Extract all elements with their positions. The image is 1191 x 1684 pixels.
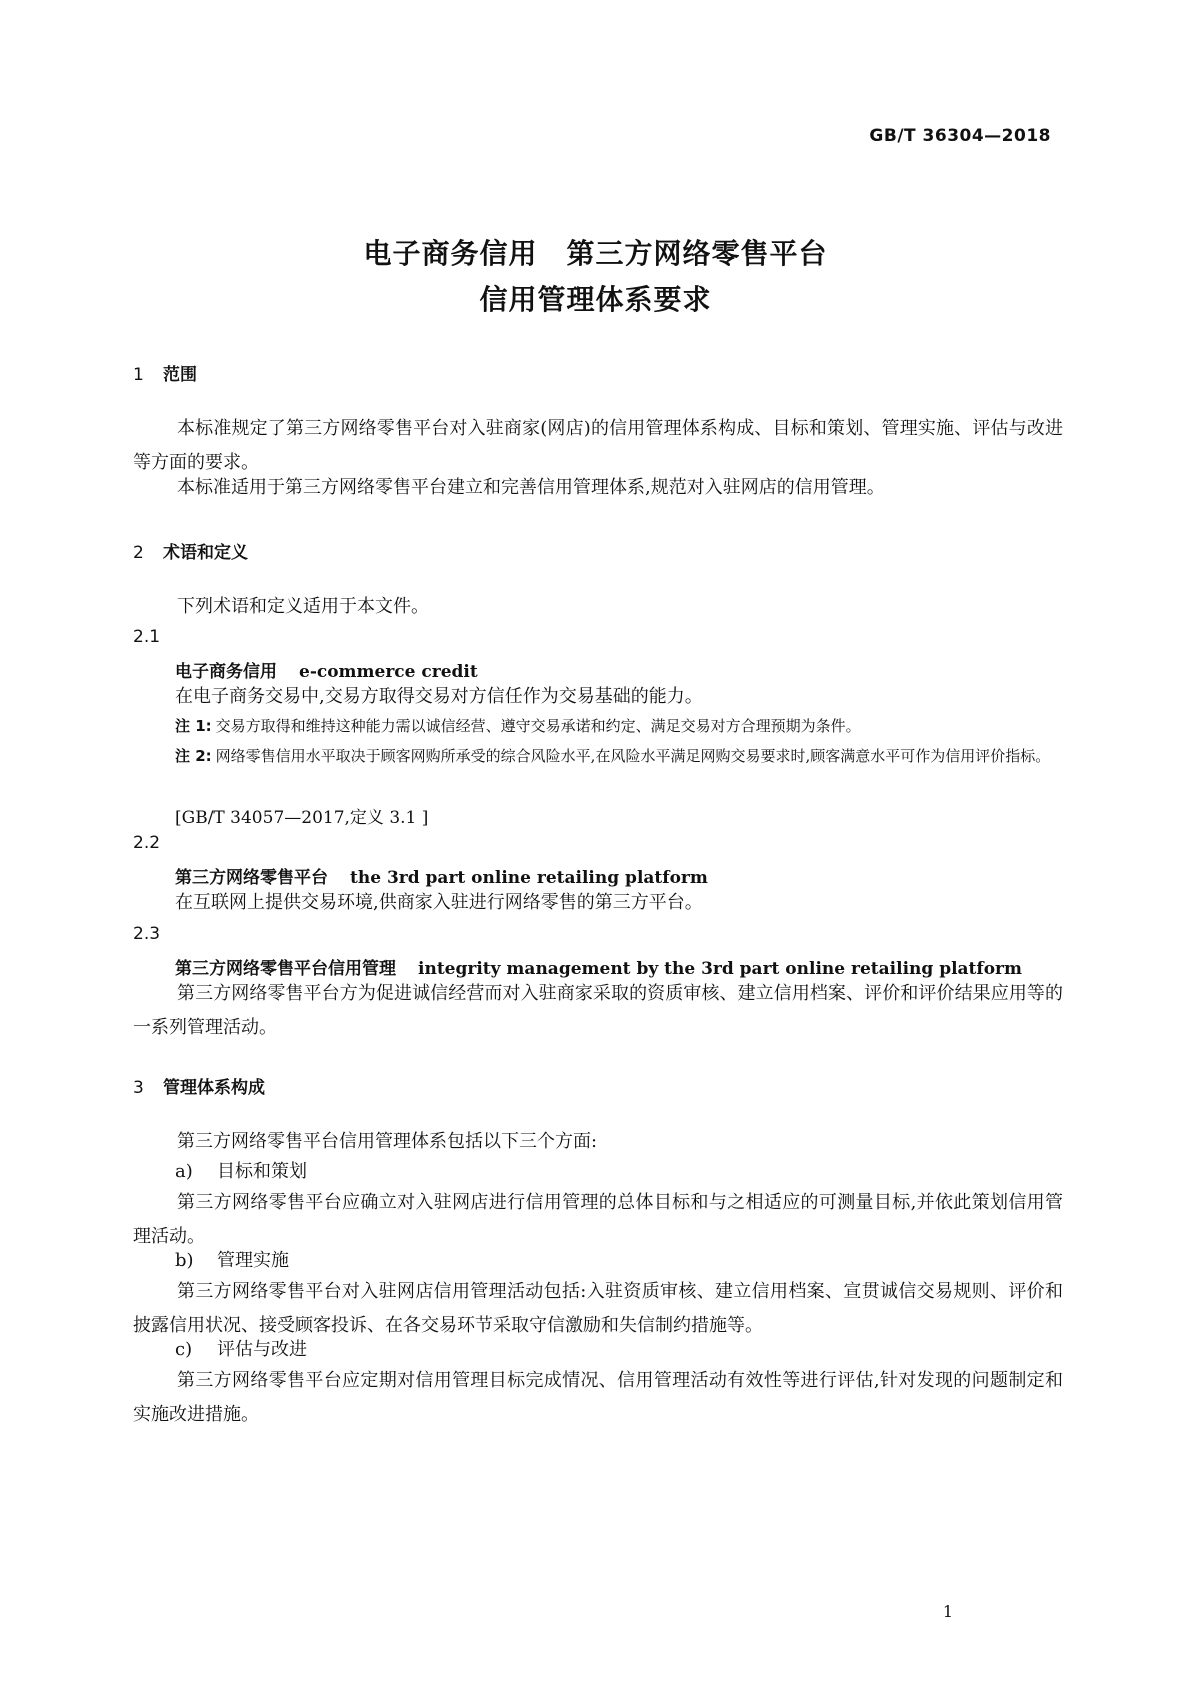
document-title-line-2: 信用管理体系要求 [479, 283, 712, 316]
term-note [175, 741, 1109, 771]
note-text: 交易方取得和维持这种能力需以诚信经营、遵守交易承诺和约定、满足交易对方合理预期为条件。 [215, 717, 861, 735]
term-title-en: integrity management by the 3rd part online retailing platform [418, 959, 1022, 979]
term-definition: 在互联网上提供交易环境,供商家入驻进行网络零售的第三方平台。 [175, 892, 703, 913]
page-number: 1 [942, 1602, 953, 1621]
term-title-zh: 电子商务信用 [175, 662, 277, 682]
section-3-title: 管理体系构成 [163, 1078, 265, 1098]
section-3-heading [133, 1073, 265, 1098]
section-2-title: 术语和定义 [163, 543, 248, 563]
section-1-title: 范围 [163, 365, 197, 385]
term-title [175, 657, 478, 682]
term-title-zh: 第三方网络零售平台信用管理 [175, 959, 396, 979]
section-1-heading [133, 360, 197, 385]
term-title [175, 863, 708, 888]
note-label: 注 2: [175, 747, 212, 765]
section-1-paragraph-1: 本标准规定了第三方网络零售平台对入驻商家(网店)的信用管理体系构成、目标和策划、管理实施、评估与改进等方面的要求。 [133, 418, 1063, 473]
term-note [175, 711, 1063, 741]
section-3-intro: 第三方网络零售平台信用管理体系包括以下三个方面: [177, 1131, 598, 1152]
list-item-label [175, 1333, 307, 1367]
note-text: 网络零售信用水平取决于顾客网购所承受的综合风险水平,在风险水平满足网购交易要求时,顾客满意水平可作为信用评价指标。 [215, 747, 1051, 765]
term-number: 2.3 [133, 924, 161, 944]
term-definition: 第三方网络零售平台方为促进诚信经营而对入驻商家采取的资质审核、建立信用档案、评价和评价结果应用等的一系列管理活动。 [133, 983, 1063, 1038]
list-item-text: 第三方网络零售平台对入驻网店信用管理活动包括:入驻资质审核、建立信用档案、宣贯诚信交易规则、评价和披露信用状况、接受顾客投诉、在各交易环节采取守信激励和失信制约措施等。 [133, 1281, 1063, 1336]
term-title-en: the 3rd part online retailing platform [350, 868, 708, 888]
term-title-en: e-commerce credit [299, 662, 478, 682]
term-title-zh: 第三方网络零售平台 [175, 868, 328, 888]
list-item-label [175, 1155, 307, 1189]
list-item-text: 第三方网络零售平台应定期对信用管理目标完成情况、信用管理活动有效性等进行评估,针对发现的问题制定和实施改进措施。 [133, 1370, 1063, 1425]
section-2-intro: 下列术语和定义适用于本文件。 [177, 596, 429, 617]
list-label-text: 评估与改进 [217, 1339, 307, 1360]
section-2-number: 2 [133, 543, 144, 563]
list-marker: c) [175, 1339, 193, 1360]
section-1-paragraph-2: 本标准适用于第三方网络零售平台建立和完善信用管理体系,规范对入驻网店的信用管理。 [177, 477, 885, 498]
note-label: 注 1: [175, 717, 212, 735]
section-1-number: 1 [133, 365, 144, 385]
section-2-heading [133, 538, 248, 563]
list-marker: a) [175, 1161, 193, 1182]
section-3-number: 3 [133, 1078, 144, 1098]
term-definition: 在电子商务交易中,交易方取得交易对方信任作为交易基础的能力。 [175, 686, 703, 707]
list-item-label [175, 1244, 289, 1278]
term-number: 2.1 [133, 627, 161, 647]
list-label-text: 目标和策划 [217, 1161, 307, 1182]
list-label-text: 管理实施 [217, 1250, 289, 1271]
list-item-text: 第三方网络零售平台应确立对入驻网店进行信用管理的总体目标和与之相适应的可测量目标,并依此策划信用管理活动。 [133, 1192, 1063, 1247]
list-marker: b) [175, 1250, 194, 1271]
term-title [175, 954, 1022, 979]
document-title-line-1: 电子商务信用 第三方网络零售平台 [363, 237, 828, 270]
term-source: [GB/T 34057—2017,定义 3.1 ] [175, 808, 429, 828]
term-number: 2.2 [133, 833, 161, 853]
standard-number: GB/T 36304—2018 [869, 126, 1051, 146]
